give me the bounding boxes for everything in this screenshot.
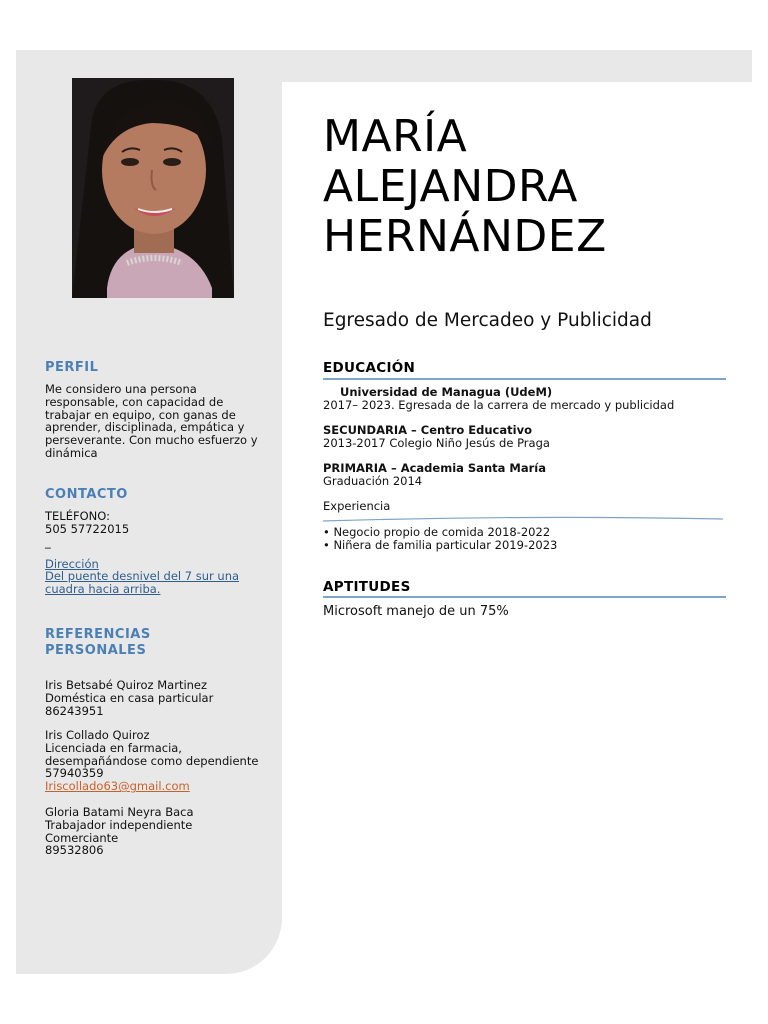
aptitudes-heading: APTITUDES xyxy=(323,579,411,595)
university-detail: 2017– 2023. Egresada de la carrera de mercado y publicidad xyxy=(323,398,675,412)
ref-line: desempañándose como dependiente xyxy=(45,753,259,768)
email-link[interactable]: Iriscollado63@gmail.com xyxy=(45,779,190,794)
perfil-line: responsable, con capacidad de xyxy=(45,394,224,409)
ref-line: Iris Betsabé Quiroz Martinez xyxy=(45,678,208,692)
referencias-heading-line: PERSONALES xyxy=(45,643,147,658)
contact-separator: _ xyxy=(45,534,51,549)
perfil-line: Me considero una persona xyxy=(45,382,197,396)
reference-2 xyxy=(45,729,270,793)
job-title: Egresado de Mercadeo y Publicidad xyxy=(323,310,652,331)
contacto-block xyxy=(45,510,270,596)
reference-3 xyxy=(45,806,270,857)
contacto-heading: CONTACTO xyxy=(45,487,128,502)
name-line: HERNÁNDEZ xyxy=(323,211,607,262)
profile-photo xyxy=(72,78,234,298)
ref-line: 57940359 xyxy=(45,766,104,781)
experience-item: • Niñera de familia particular 2019-2023 xyxy=(323,538,558,552)
educacion-heading: EDUCACIÓN xyxy=(323,360,416,376)
ref-line: Trabajador independiente xyxy=(45,817,193,832)
perfil-text xyxy=(45,383,270,460)
educacion-divider xyxy=(323,378,726,380)
name-line: MARÍA xyxy=(323,111,468,162)
perfil-line: aprender, disciplinada, empática y xyxy=(45,420,245,435)
experience-label: Experiencia xyxy=(323,499,391,513)
reference-1 xyxy=(45,679,270,717)
ref-line: Comerciante xyxy=(45,830,119,845)
phone-label: TELÉFONO: xyxy=(45,509,110,523)
ref-line: Doméstica en casa particular xyxy=(45,690,214,705)
phone-value: 505 57722015 xyxy=(45,521,130,536)
ref-line: Gloria Batami Neyra Baca xyxy=(45,805,194,819)
experience-item: • Negocio propio de comida 2018-2022 xyxy=(323,525,551,539)
ref-line: 89532806 xyxy=(45,843,104,858)
address-link[interactable]: cuadra hacia arriba. xyxy=(45,582,161,597)
university-title: Universidad de Managua (UdeM) xyxy=(340,385,553,399)
referencias-heading xyxy=(45,627,151,659)
candidate-name xyxy=(323,112,607,262)
primary-title: PRIMARIA – Academia Santa María xyxy=(323,461,546,475)
ref-line: Licenciada en farmacia, xyxy=(45,740,182,755)
primary-detail: Graduación 2014 xyxy=(323,474,423,488)
perfil-line: dinámica xyxy=(45,445,98,460)
address-label-link[interactable]: Dirección xyxy=(45,556,99,571)
perfil-heading: PERFIL xyxy=(45,360,99,375)
address-link[interactable]: Del puente desnivel del 7 sur una xyxy=(45,569,240,584)
perfil-line: perseverante. Con mucho esfuerzo y xyxy=(45,433,258,448)
referencias-heading-line: REFERENCIAS xyxy=(45,627,151,642)
secondary-detail: 2013-2017 Colegio Niño Jesús de Praga xyxy=(323,436,550,450)
ref-line: 86243951 xyxy=(45,703,104,718)
perfil-line: trabajar en equipo, con ganas de xyxy=(45,407,236,422)
secondary-title: SECUNDARIA – Centro Educativo xyxy=(323,423,532,437)
aptitude-item: Microsoft manejo de un 75% xyxy=(323,604,509,619)
experience-divider xyxy=(323,516,723,522)
ref-line: Iris Collado Quiroz xyxy=(45,728,150,742)
name-line: ALEJANDRA xyxy=(323,161,578,212)
aptitudes-divider xyxy=(323,596,726,598)
